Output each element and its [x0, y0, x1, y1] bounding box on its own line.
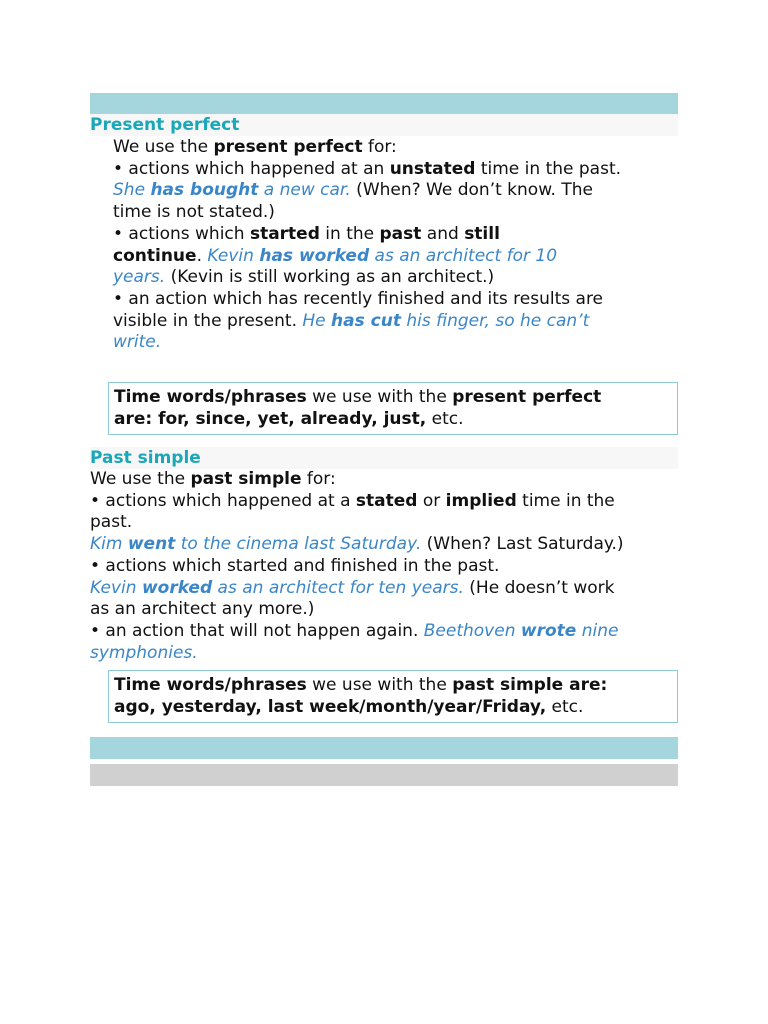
pp-example-1-note: time is not stated.) [113, 202, 275, 223]
bottom-teal-band [90, 737, 678, 759]
ps-intro: We use the past simple for: [90, 469, 336, 489]
pp-box-line-2: are: for, since, yet, already, just, etc. [114, 409, 464, 429]
pp-bullet-2: • actions which started in the past and still [113, 223, 500, 244]
pp-bullet-3: • an action which has recently finished and its results are [113, 288, 604, 309]
pp-example-1: She has bought a new car. (When? We don’t know. The [113, 180, 593, 201]
pp-example-2-line-2: years. (Kevin is still working as an architect.) [113, 267, 495, 288]
ps-box-line-2: ago, yesterday, last week/month/year/Friday, etc. [114, 697, 584, 717]
pp-intro: We use the present perfect for: [113, 137, 397, 157]
pp-bullet-3-line-2: visible in the present. He has cut his finger, so he can’t [113, 310, 590, 331]
ps-example-2: Kevin worked as an architect for ten years. (He doesn’t work [90, 577, 615, 598]
pp-bullet-2-line-2: continue. Kevin has worked as an architect for 10 [113, 245, 558, 266]
present-perfect-heading: Present perfect [90, 114, 678, 136]
ps-bullet-2: • actions which started and finished in the past. [90, 555, 500, 576]
ps-bullet-3: • an action that will not happen again. Beethoven wrote nine [90, 620, 619, 641]
ps-example-3-line-2: symphonies. [90, 642, 198, 663]
ps-example-1: Kim went to the cinema last Saturday. (When? Last Saturday.) [90, 534, 624, 555]
past-simple-body [90, 469, 624, 664]
ps-example-2-note: as an architect any more.) [90, 599, 315, 620]
ps-bullet-1-line-2: past. [90, 512, 133, 533]
past-simple-time-words-box [108, 670, 678, 723]
past-simple-heading: Past simple [90, 447, 678, 469]
pp-bullet-1: • actions which happened at an unstated time in the past. [113, 158, 622, 179]
ps-box-line-1: Time words/phrases we use with the past simple are: [114, 675, 608, 695]
present-perfect-time-words-box [108, 382, 678, 435]
bottom-grey-band [90, 764, 678, 786]
pp-box-line-1: Time words/phrases we use with the present perfect [114, 387, 602, 407]
present-perfect-body [113, 137, 621, 354]
ps-bullet-1: • actions which happened at a stated or implied time in the [90, 490, 615, 511]
pp-example-3-line-2: write. [113, 332, 162, 353]
top-teal-band [90, 93, 678, 115]
